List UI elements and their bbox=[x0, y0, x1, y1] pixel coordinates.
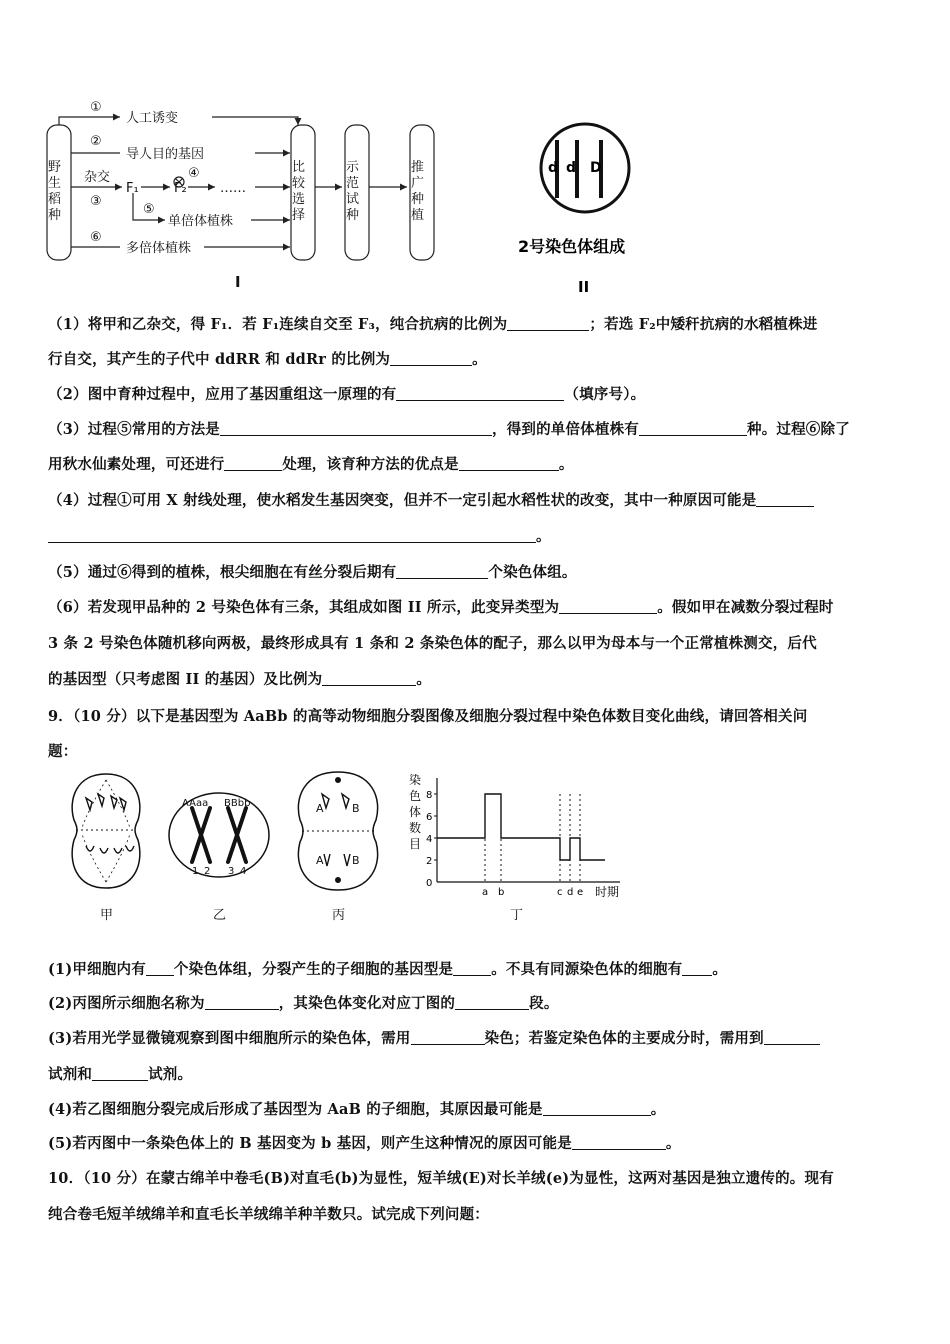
q9-blank-4[interactable] bbox=[205, 995, 279, 1010]
yi-label-3: 3 bbox=[228, 866, 235, 877]
q8-line-4: （3）过程⑤常用的方法是 ，得到的单倍体植株有 种。过程⑥除了 bbox=[48, 421, 850, 438]
chart-origin-label: 0 bbox=[426, 878, 433, 889]
q9-blank-9[interactable] bbox=[543, 1101, 651, 1116]
chart-xtick-label: c bbox=[557, 887, 563, 898]
q9-blank-1[interactable] bbox=[146, 961, 174, 976]
bing-label-b-bottom: B bbox=[352, 854, 360, 867]
q8-line-11: 的基因型（只考虑图 II 的基因）及比例为 。 bbox=[48, 671, 432, 688]
step-3-marker: ③ bbox=[90, 194, 102, 209]
q9-blank-10[interactable] bbox=[572, 1135, 666, 1150]
step-4-marker: ④ bbox=[188, 166, 200, 181]
chart-xlabel: 时期 bbox=[595, 885, 620, 899]
caption-I: I bbox=[235, 273, 241, 291]
q9-line-1: (1)甲细胞内有 个染色体组，分裂产生的子细胞的基因型是 。不具有同源染色体的细胞有 。 bbox=[48, 961, 728, 978]
q9-line-2: (2)丙图所示细胞名称为 ，其染色体变化对应丁图的 段。 bbox=[48, 995, 559, 1012]
q8-blank-3[interactable] bbox=[396, 386, 564, 401]
q8-blank-6[interactable] bbox=[224, 456, 282, 471]
q8-blank-4[interactable] bbox=[220, 421, 492, 436]
yi-label-4: 4 bbox=[240, 866, 247, 877]
yi-label-aaaa: AAaa bbox=[182, 798, 209, 809]
q9-blank-8[interactable] bbox=[92, 1066, 148, 1081]
chart-ylabel-char: 数 bbox=[409, 821, 422, 835]
bing-label-b-top: B bbox=[352, 802, 360, 815]
q9-blank-6[interactable] bbox=[411, 1030, 485, 1045]
q9-blank-5[interactable] bbox=[455, 995, 529, 1010]
chromosome-label-3: D bbox=[590, 160, 602, 176]
step-5-marker: ⑤ bbox=[143, 202, 155, 217]
cell-yi-figure bbox=[164, 790, 274, 880]
bing-label-a-top: A bbox=[316, 802, 324, 815]
chart-ylabel-char: 色 bbox=[409, 789, 422, 803]
yi-label-bbbb: BBbb bbox=[224, 798, 251, 809]
box-label-compare: 比较选择 bbox=[292, 160, 306, 223]
q9-line-5: (4)若乙图细胞分裂完成后形成了基因型为 AaB 的子细胞，其原因最可能是 。 bbox=[48, 1101, 666, 1118]
chart-xtick-label: e bbox=[577, 887, 584, 898]
q9-blank-3[interactable] bbox=[682, 961, 712, 976]
step-2-marker: ② bbox=[90, 134, 102, 149]
box-label-promote: 推广种植 bbox=[411, 160, 425, 223]
bing-label-a-bottom: A bbox=[316, 854, 324, 867]
cell-bing-figure bbox=[288, 768, 388, 894]
step-5-label: 单倍体植株 bbox=[168, 214, 234, 229]
wild-rice-label: 野生稻种 bbox=[48, 160, 62, 223]
f1-label: F₁ bbox=[126, 181, 139, 196]
caption-jia: 甲 bbox=[100, 908, 114, 923]
q8-line-2: 行自交，其产生的子代中 ddRR 和 ddRr 的比例为 。 bbox=[48, 351, 487, 368]
ellipsis-label: …… bbox=[220, 181, 246, 196]
step-1-marker: ① bbox=[90, 100, 102, 115]
chart-xtick-label: a bbox=[482, 887, 489, 898]
chromosome-title: 2号染色体组成 bbox=[518, 237, 626, 256]
q8-blank-7[interactable] bbox=[459, 456, 559, 471]
q8-line-6: （4）过程①可用 X 射线处理，使水稻发生基因突变，但并不一定引起水稻性状的改变，其中一种原因可能是 bbox=[48, 489, 814, 510]
q8-blank-9[interactable] bbox=[48, 528, 536, 543]
chart-ytick-label: 6 bbox=[426, 812, 433, 823]
chart-ylabel-char: 染 bbox=[409, 773, 422, 787]
chromosome-label-1: d bbox=[548, 160, 559, 176]
chromosome-figure bbox=[510, 122, 670, 297]
q9-blank-7[interactable] bbox=[764, 1030, 820, 1045]
breeding-flowchart-figure bbox=[40, 95, 450, 295]
q8-line-7: 。 bbox=[48, 525, 551, 546]
q9-heading-2: 题： bbox=[48, 743, 78, 760]
chromosome-count-chart bbox=[405, 770, 635, 910]
chart-ytick-label: 2 bbox=[426, 856, 433, 867]
chart-ytick-label: 8 bbox=[426, 790, 433, 801]
yi-label-1: 1 bbox=[192, 866, 199, 877]
q8-blank-11[interactable] bbox=[559, 599, 657, 614]
f2-label: F₂ bbox=[174, 181, 187, 196]
q8-line-5: 用秋水仙素处理，可还进行 处理，该育种方法的优点是 。 bbox=[48, 456, 574, 473]
q10-line-2: 纯合卷毛短羊绒绵羊和直毛长羊绒绵羊种羊数只。试完成下列问题： bbox=[48, 1206, 489, 1223]
caption-ding: 丁 bbox=[510, 908, 524, 923]
caption-II: II bbox=[578, 278, 590, 296]
q8-line-8: （5）通过⑥得到的植株，根尖细胞在有丝分裂后期有 个染色体组。 bbox=[48, 564, 577, 581]
step-6-marker: ⑥ bbox=[90, 230, 102, 245]
q10-line-1: 10．（10 分）在蒙古绵羊中卷毛(B)对直毛(b)为显性，短羊绒(E)对长羊绒(e)为显性，这两对基因是独立遗传的。现有 bbox=[48, 1170, 834, 1187]
step-2-label: 导人目的基因 bbox=[126, 147, 205, 162]
yi-label-2: 2 bbox=[204, 866, 211, 877]
chromosome-label-2: d bbox=[566, 160, 577, 176]
caption-yi: 乙 bbox=[213, 908, 227, 923]
q8-blank-8[interactable] bbox=[756, 492, 814, 507]
q8-blank-5[interactable] bbox=[639, 421, 747, 436]
step-1-label: 人工诱变 bbox=[126, 111, 179, 126]
q9-line-3: (3)若用光学显微镜观察到图中细胞所示的染色体，需用 染色；若鉴定染色体的主要成分时，需用到 bbox=[48, 1027, 820, 1048]
chart-xtick-label: d bbox=[567, 887, 574, 898]
q8-line-10: 3 条 2 号染色体随机移向两极，最终形成具有 1 条和 2 条染色体的配子，那么以甲为母本与一个正常植株测交，后代 bbox=[48, 635, 817, 652]
cross-label: 杂交 bbox=[84, 170, 111, 185]
q8-line-9: （6）若发现甲品种的 2 号染色体有三条，其组成如图 II 所示，此变异类型为 。假如甲在减数分裂过程时 bbox=[48, 599, 834, 616]
q8-blank-2[interactable] bbox=[390, 351, 472, 366]
q8-line-3: （2）图中育种过程中，应用了基因重组这一原理的有 （填序号）。 bbox=[48, 386, 646, 403]
q9-blank-2[interactable] bbox=[453, 961, 491, 976]
q9-line-4: 试剂和 试剂。 bbox=[48, 1066, 193, 1083]
q8-blank-1[interactable] bbox=[507, 316, 589, 331]
step-6-label: 多倍体植株 bbox=[126, 241, 192, 256]
q9-line-6: (5)若丙图中一条染色体上的 B 基因变为 b 基因，则产生这种情况的原因可能是 。 bbox=[48, 1135, 681, 1152]
q8-blank-10[interactable] bbox=[396, 564, 488, 579]
chart-ylabel-char: 目 bbox=[409, 837, 422, 851]
q9-heading: 9．（10 分）以下是基因型为 AaBb 的高等动物细胞分裂图像及细胞分裂过程中染色体数目变化曲线，请回答相关问 bbox=[48, 708, 808, 725]
q8-line-1: （1）将甲和乙杂交，得 F₁．若 F₁连续自交至 F₃，纯合抗病的比例为 ；若选 F₂中矮秆抗病的水稻植株进 bbox=[48, 316, 818, 333]
q8-blank-12[interactable] bbox=[322, 671, 416, 686]
cell-jia-figure bbox=[66, 770, 146, 892]
chart-xtick-label: b bbox=[498, 887, 505, 898]
box-label-demo: 示范试种 bbox=[346, 160, 360, 223]
chart-ytick-label: 4 bbox=[426, 834, 433, 845]
caption-bing: 丙 bbox=[332, 908, 346, 923]
chart-ylabel-char: 体 bbox=[409, 805, 422, 819]
